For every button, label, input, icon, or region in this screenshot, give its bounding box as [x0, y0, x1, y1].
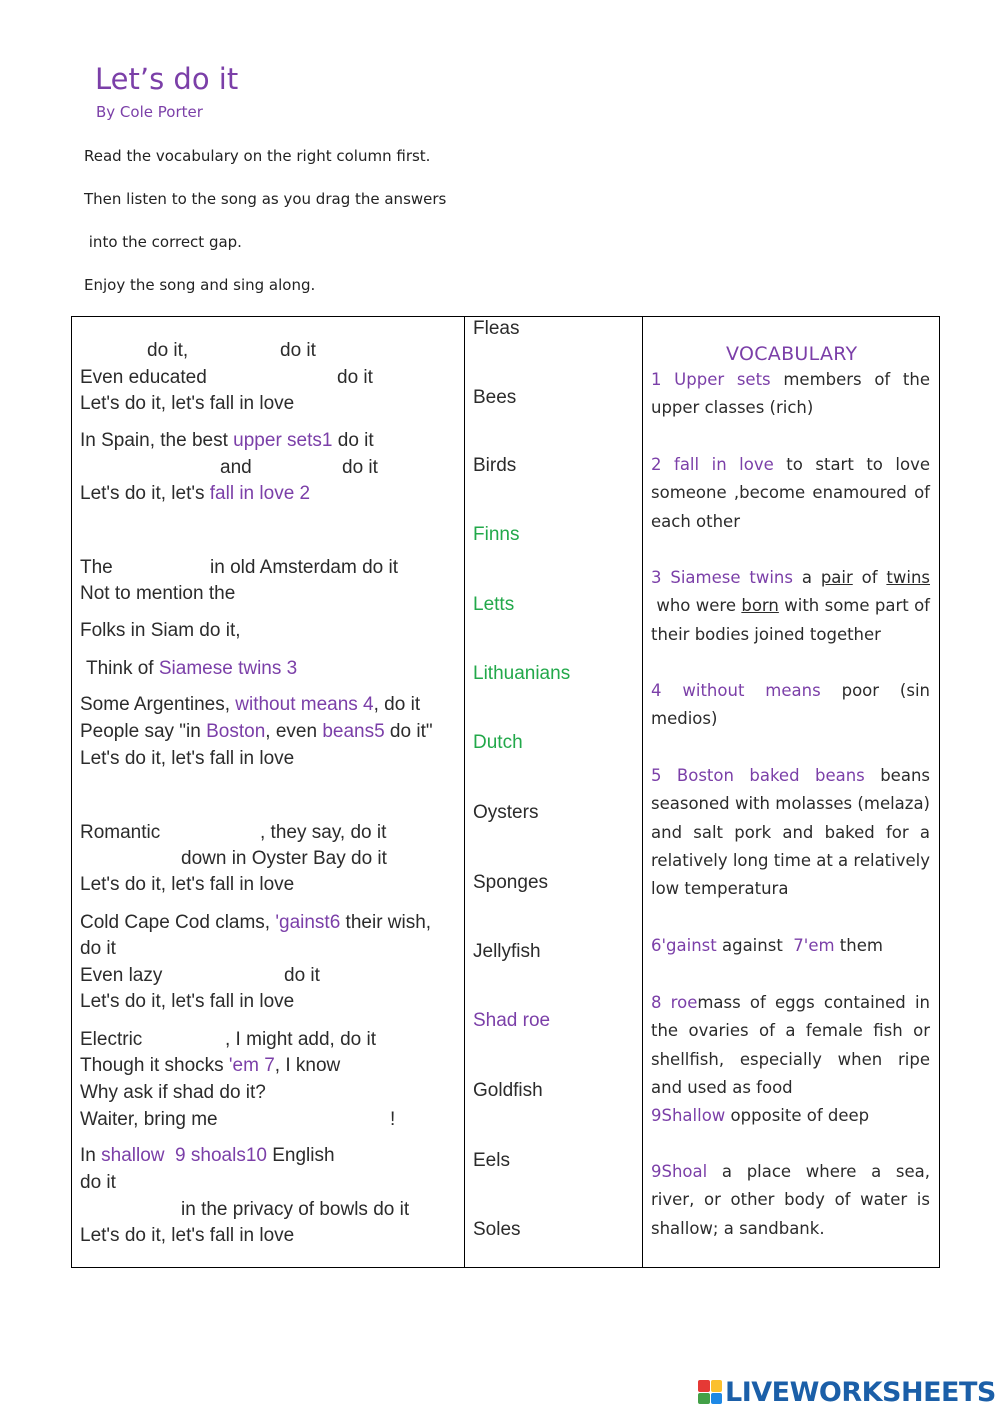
vocab-entry: 1 Upper sets members of the upper classes (rich): [651, 370, 930, 418]
drag-word[interactable]: Goldfish: [473, 1080, 543, 1101]
lyric-line: Even lazy: [80, 965, 163, 986]
vocab-entry: 6'gainst against 7'em them: [651, 936, 883, 955]
drag-word[interactable]: Shad roe: [473, 1010, 551, 1031]
lyric-line: Let's do it, let's fall in love: [80, 874, 295, 895]
vocab-entry: 5 Boston baked beans beans seasoned with molasses (melaza) and salt pork and baked for a relatively long time at a relatively low temperatura: [651, 766, 930, 899]
lyric-line: do it: [80, 938, 116, 959]
lyric-line: Folks in Siam do it,: [80, 620, 241, 641]
liveworksheets-logo: [698, 1377, 996, 1407]
instruction-line: Enjoy the song and sing along.: [84, 276, 316, 294]
lyric-line: Let's do it, let's fall in love: [80, 393, 295, 414]
lyric-line: !: [390, 1109, 396, 1130]
vocab-entry: 4 without means poor (sin medios): [651, 681, 931, 729]
vocab-entry: 9Shallow opposite of deep: [651, 1106, 870, 1125]
drag-word[interactable]: Letts: [473, 594, 515, 615]
lyric-line: Cold Cape Cod clams, 'gainst6 their wish,: [80, 912, 432, 933]
lyric-line: in the privacy of bowls do it: [181, 1199, 410, 1220]
lyric-line: Why ask if shad do it?: [80, 1082, 266, 1103]
instruction-line: Read the vocabulary on the right column first.: [84, 147, 431, 165]
drag-word[interactable]: Jellyfish: [473, 941, 541, 962]
lyric-line: and: [220, 457, 252, 478]
lyric-line: In shallow 9 shoals10 English: [80, 1145, 335, 1166]
lyric-line: down in Oyster Bay do it: [181, 848, 387, 869]
lyric-line: do it: [280, 340, 316, 361]
lyric-line: Let's do it, let's fall in love: [80, 1225, 295, 1246]
instruction-line: Then listen to the song as you drag the answers: [84, 190, 447, 208]
lyric-line: Not to mention the: [80, 583, 236, 604]
vocab-entry: 3 Siamese twins a pair of twins who were born with some part of their bodies joined together: [651, 568, 930, 644]
drag-word[interactable]: Oysters: [473, 802, 539, 823]
logo-mark-icon: [698, 1380, 722, 1404]
lyric-line: Let's do it, let's fall in love: [80, 748, 295, 769]
drag-word[interactable]: Bees: [473, 387, 517, 408]
page-title: Let’s do it: [95, 62, 239, 96]
lyric-line: Think of Siamese twins 3: [86, 658, 298, 679]
logo-text: LIVEWORKSHEETS: [725, 1376, 996, 1408]
drag-word[interactable]: Birds: [473, 455, 517, 476]
lyric-line: The: [80, 557, 113, 578]
vocabulary-heading: VOCABULARY: [726, 343, 858, 365]
lyric-line: in old Amsterdam do it: [210, 557, 398, 578]
drag-word[interactable]: Soles: [473, 1219, 521, 1240]
lyric-line: , I might add, do it: [225, 1029, 377, 1050]
vocab-entry: 2 fall in love to start to love someone ,become enamoured of each other: [651, 455, 930, 531]
lyric-line: , they say, do it: [260, 822, 387, 843]
lyric-line: Waiter, bring me: [80, 1109, 218, 1130]
column-divider: [642, 317, 643, 1267]
lyric-line: Some Argentines, without means 4, do it: [80, 694, 421, 715]
drag-word[interactable]: Fleas: [473, 318, 520, 339]
drag-word[interactable]: Sponges: [473, 872, 549, 893]
lyric-line: do it: [342, 457, 378, 478]
lyric-line: do it,: [147, 340, 189, 361]
instruction-line: into the correct gap.: [84, 233, 242, 251]
column-divider: [464, 317, 465, 1267]
lyric-line: do it: [284, 965, 320, 986]
lyric-line: Romantic: [80, 822, 161, 843]
lyric-line: Even educated: [80, 367, 207, 388]
lyric-line: Though it shocks 'em 7, I know: [80, 1055, 341, 1076]
lyric-line: In Spain, the best upper sets1 do it: [80, 430, 374, 451]
lyric-line: People say "in Boston, even beans5 do it": [80, 721, 433, 742]
lyric-line: do it: [337, 367, 373, 388]
lyric-line: Electric: [80, 1029, 143, 1050]
drag-word[interactable]: Dutch: [473, 732, 523, 753]
drag-word[interactable]: Finns: [473, 524, 520, 545]
lyric-line: Let's do it, let's fall in love: [80, 991, 295, 1012]
lyric-line: Let's do it, let's fall in love 2: [80, 483, 311, 504]
drag-word[interactable]: Eels: [473, 1150, 510, 1171]
drag-word[interactable]: Lithuanians: [473, 663, 571, 684]
vocab-entry: 9Shoal a place where a sea, river, or other body of water is shallow; a sandbank.: [651, 1162, 930, 1238]
lyric-line: do it: [80, 1172, 116, 1193]
vocab-entry: 8 roemass of eggs contained in the ovaries of a female fish or shellfish, especially when ripe and used as food: [651, 993, 930, 1097]
author-line: By Cole Porter: [96, 103, 203, 121]
